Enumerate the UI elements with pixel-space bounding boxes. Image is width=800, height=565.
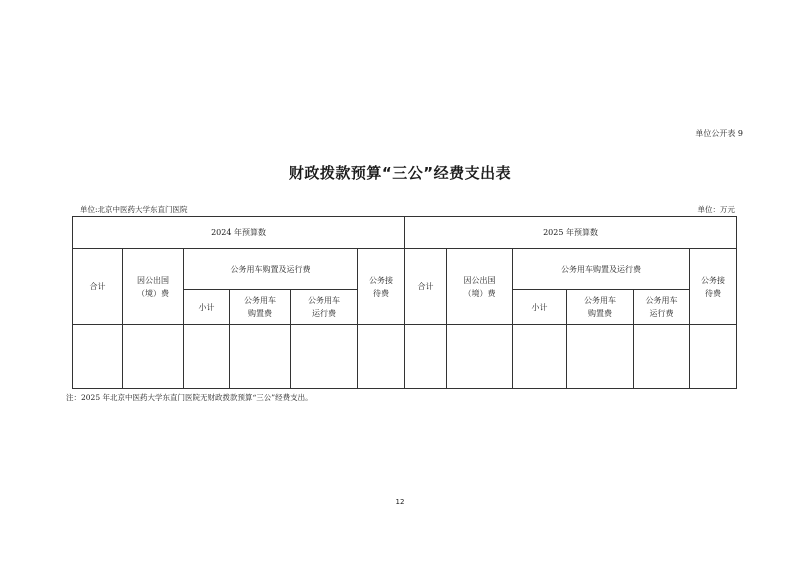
header-vehicle-operation-2025: 公务用车 运行费	[634, 290, 690, 325]
value-abroad-2024	[123, 325, 184, 389]
form-number: 单位公开表 9	[695, 129, 743, 138]
value-vehicle-purchase-2024	[230, 325, 291, 389]
header-total-2025: 合计	[405, 249, 447, 325]
header-abroad-2024: 因公出国 （境）费	[123, 249, 184, 325]
header-vehicle-purchase-2025: 公务用车 购置费	[567, 290, 634, 325]
header-total-2024: 合计	[73, 249, 123, 325]
value-vehicle-purchase-2025	[567, 325, 634, 389]
header-reception-2024: 公务接 待费	[358, 249, 405, 325]
value-reception-2025	[690, 325, 737, 389]
value-subtotal-2024	[184, 325, 230, 389]
header-reception-2025: 公务接 待费	[690, 249, 737, 325]
value-total-2024	[73, 325, 123, 389]
value-total-2025	[405, 325, 447, 389]
header-2025: 2025 年预算数	[405, 217, 737, 249]
value-abroad-2025	[447, 325, 513, 389]
value-vehicle-operation-2024	[291, 325, 358, 389]
header-2024: 2024 年预算数	[73, 217, 405, 249]
page-number: 12	[395, 498, 405, 506]
header-vehicle-2024: 公务用车购置及运行费	[184, 249, 358, 290]
table-row	[73, 325, 737, 389]
currency-unit: 单位：万元	[697, 205, 735, 214]
header-abroad-2025: 因公出国 （境）费	[447, 249, 513, 325]
header-subtotal-2024: 小计	[184, 290, 230, 325]
header-vehicle-purchase-2024: 公务用车 购置费	[230, 290, 291, 325]
value-subtotal-2025	[513, 325, 567, 389]
page-title: 财政拨款预算“三公”经费支出表	[288, 164, 512, 182]
footnote: 注：2025 年北京中医药大学东直门医院无财政拨款预算“三公”经费支出。	[66, 393, 313, 402]
value-reception-2024	[358, 325, 405, 389]
header-vehicle-operation-2024: 公务用车 运行费	[291, 290, 358, 325]
budget-table	[72, 216, 737, 389]
header-subtotal-2025: 小计	[513, 290, 567, 325]
value-vehicle-operation-2025	[634, 325, 690, 389]
header-vehicle-2025: 公务用车购置及运行费	[513, 249, 690, 290]
organization-unit: 单位:北京中医药大学东直门医院	[80, 205, 188, 214]
